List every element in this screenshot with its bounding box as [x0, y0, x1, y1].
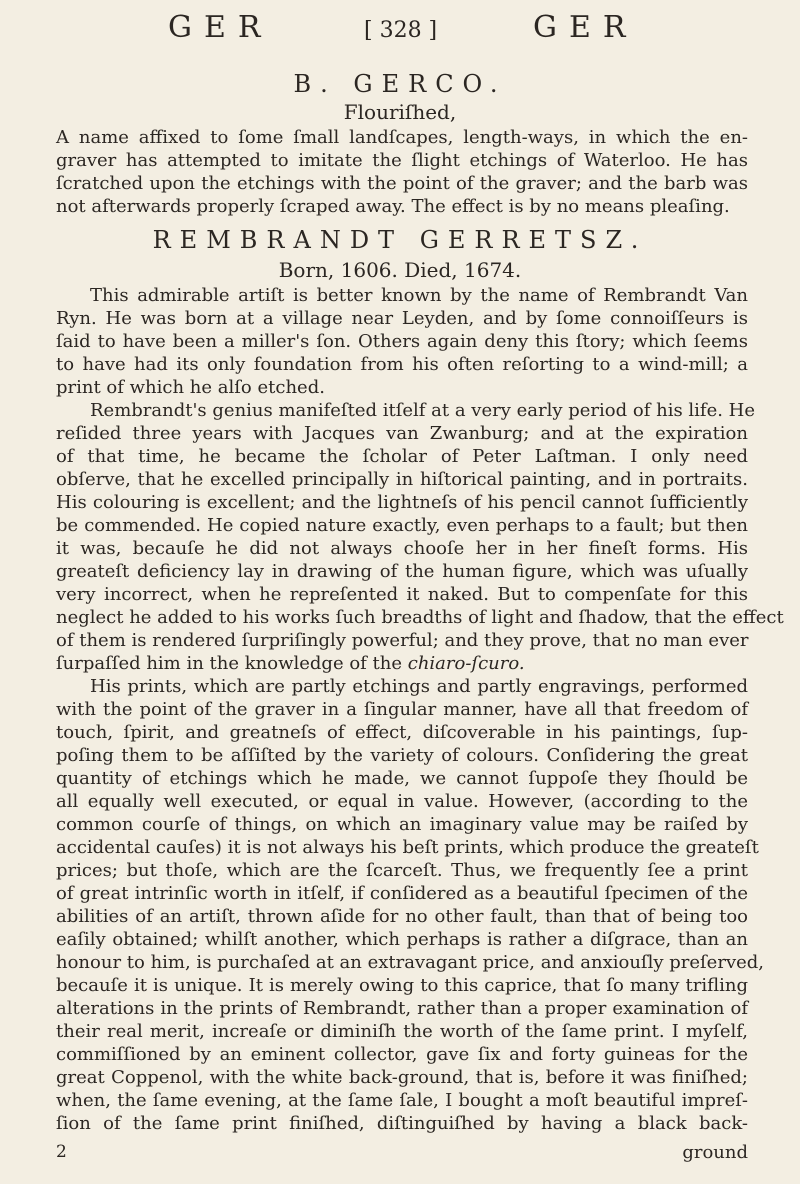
entry-body-gerco [56, 126, 748, 218]
text-line: ſion of the ſame print finiſhed, diſtinguiſhed by having a black back- [56, 1113, 748, 1134]
text-line: touch, ſpirit, and greatneſs of effect, diſcoverable in his paintings, ſup- [56, 722, 748, 743]
text-line: when, the ſame evening, at the ſame ſale, I bought a moſt beautiful impreſ- [56, 1090, 748, 1111]
entry-subtitle-gerco: Flouriſhed, [343, 100, 457, 124]
text-line: all equally well executed, or equal in value. However, (according to the [56, 791, 748, 812]
text-line: of great intrinſic worth in itſelf, if conſidered as a beautiful ſpecimen of the [56, 883, 748, 904]
text-line: neglect he added to his works ſuch breadths of light and ſhadow, that the effect [56, 607, 784, 628]
text-line: graver has attempted to imitate the ſlight etchings of Waterloo. He has [56, 150, 748, 171]
entry-title-gerco: B. GERCO. [293, 70, 507, 98]
text-line: be commended. He copied nature exactly, even perhaps to a fault; but then [56, 515, 748, 536]
text-line: to have had its only foundation from his often reſorting to a wind-mill; a [56, 354, 748, 375]
page-number: [ 328 ] [364, 18, 438, 43]
text-line: His prints, which are partly etchings and partly engravings, performed [90, 676, 748, 697]
text-line [56, 652, 748, 675]
text-line: abilities of an artiſt, thrown aſide for no other fault, than that of being too [56, 906, 748, 927]
signature-mark: 2 [56, 1142, 67, 1162]
text-line: not afterwards properly ſcraped away. The effect is by no means pleaſing. [56, 196, 730, 217]
running-head-right: GER [533, 10, 638, 45]
text-line: accidental cauſes) it is not always his beſt prints, which produce the greateſt [56, 837, 759, 858]
text-line: reſided three years with Jacques van Zwanburg; and at the expiration [56, 423, 748, 444]
italic-term: chiaro-ſcuro. [407, 653, 525, 674]
text-line: their real merit, increaſe or diminiſh the worth of the ſame print. I myſelf, [56, 1021, 748, 1042]
text-line: Rembrandt's genius manifeſted itſelf at a very early period of his life. He [90, 400, 756, 421]
text-line: great Coppenol, with the white back-ground, that is, before it was finiſhed; [56, 1067, 748, 1088]
text-line: print of which he alſo etched. [56, 377, 325, 398]
text-line: quantity of etchings which he made, we cannot ſuppoſe they ſhould be [56, 768, 748, 789]
text-line: His colouring is excellent; and the lightneſs of his pencil cannot ſufficiently [56, 492, 748, 513]
entry-body-rembrandt [56, 284, 784, 1135]
text-line: with the point of the graver in a ſingular manner, have all that freedom of [56, 699, 748, 720]
entry-subtitle-rembrandt: Born, 1606. Died, 1674. [278, 258, 522, 282]
text-line: ſcratched upon the etchings with the point of the graver; and the barb was [56, 173, 748, 194]
text-line: common courſe of things, on which an imaginary value may be raiſed by [56, 814, 748, 835]
text-line: prices; but thoſe, which are the ſcarceſt. Thus, we frequently ſee a print [56, 860, 748, 881]
text-line: Ryn. He was born at a village near Leyden, and by ſome connoiſſeurs is [56, 308, 748, 329]
text-line: of them is rendered ſurpriſingly powerful; and they prove, that no man ever [56, 630, 749, 651]
catchword: ground [682, 1142, 748, 1163]
text-line: eaſily obtained; whilſt another, which perhaps is rather a diſgrace, than an [56, 929, 748, 950]
text-line: obſerve, that he excelled principally in hiſtorical painting, and in portraits. [56, 469, 748, 490]
text-line: commiſſioned by an eminent collector, gave ſix and forty guineas for the [56, 1044, 748, 1065]
text-line: poſing them to be aſſiſted by the variety of colours. Conſidering the great [56, 745, 748, 766]
entry-title-rembrandt: REMBRANDT GERRETSZ. [152, 226, 648, 254]
running-head-left: GER [168, 10, 273, 45]
text-line: it was, becauſe he did not always chooſe her in her fineſt forms. His [56, 538, 748, 559]
text-line: greateſt deficiency lay in drawing of the human figure, which was uſually [56, 561, 748, 582]
text-line: honour to him, is purchaſed at an extravagant price, and anxiouſly preſerved, [56, 952, 765, 973]
text-line: A name affixed to ſome ſmall landſcapes, length-ways, in which the en- [56, 127, 748, 148]
text-line: alterations in the prints of Rembrandt, rather than a proper examination of [56, 998, 748, 1019]
text-line: very incorrect, when he repreſented it naked. But to compenſate for this [56, 584, 748, 605]
running-head [0, 10, 800, 50]
text-line: becauſe it is unique. It is merely owing to this caprice, that ſo many trifling [56, 975, 748, 996]
text-line-start: ſurpaſſed him in the knowledge of the [56, 653, 408, 674]
text-line: ſaid to have been a miller's ſon. Others again deny this ſtory; which ſeems [56, 331, 748, 352]
text-line: of that time, he became the ſcholar of Peter Laſtman. I only need [56, 446, 748, 467]
text-line: This admirable artiſt is better known by the name of Rembrandt Van [90, 285, 748, 306]
